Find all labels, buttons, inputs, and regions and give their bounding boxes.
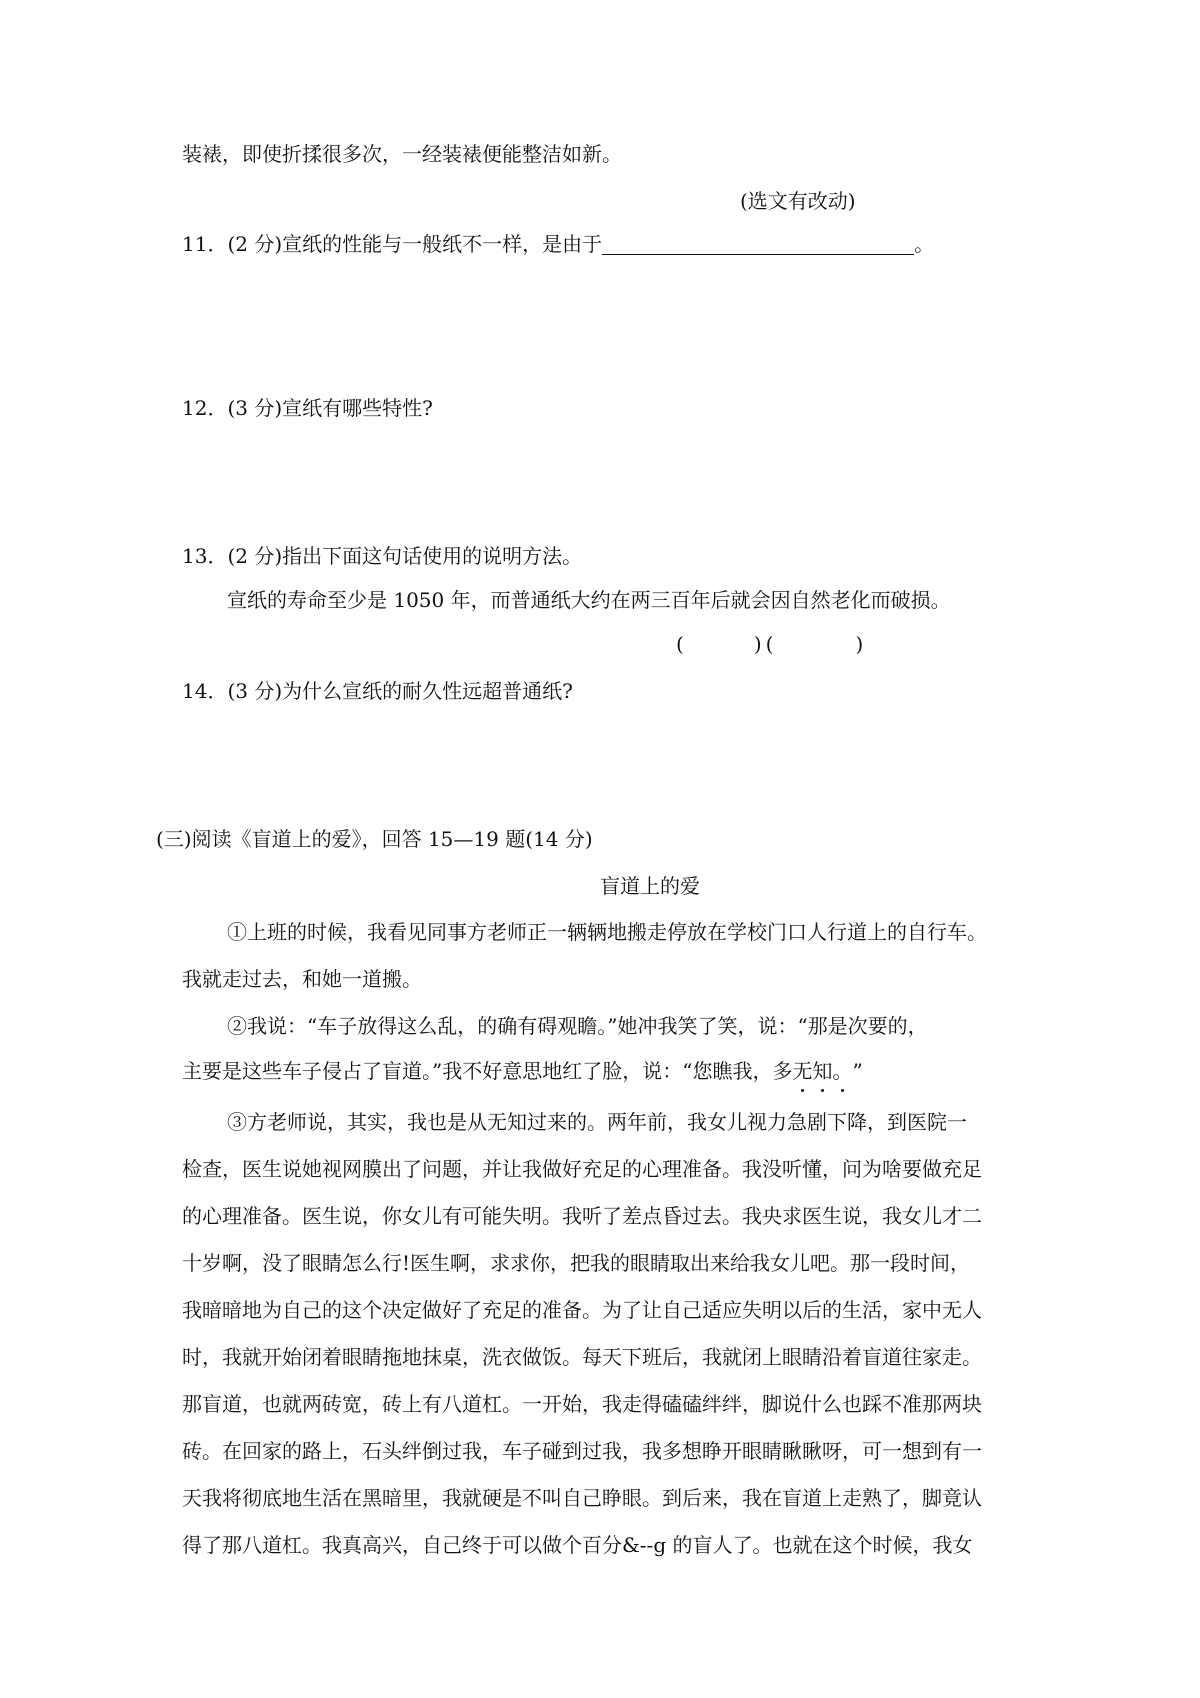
question-13: 13．(2 分)指出下面这句话使用的说明方法。 bbox=[182, 544, 583, 568]
paragraph-line: 的心理准备。医生说，你女儿有可能失明。我听了差点昏过去。我央求医生说，我女儿才二 bbox=[182, 1204, 982, 1228]
paragraph-line: 我就走过去，和她一道搬。 bbox=[182, 967, 422, 991]
previous-passage-line: 装裱，即使折揉很多次，一经装裱便能整洁如新。 bbox=[182, 142, 622, 166]
emphasis-char: 。 bbox=[832, 1059, 853, 1083]
question-11-text: 11．(2 分)宣纸的性能与一般纸不一样，是由于 bbox=[182, 232, 603, 256]
answer-parentheses[interactable] bbox=[676, 630, 863, 658]
question-14: 14．(3 分)为什么宣纸的耐久性远超普通纸? bbox=[182, 679, 573, 703]
paragraph-line: 那盲道，也就两砖宽，砖上有八道杠。一开始，我走得磕磕绊绊，脚说什么也踩不准那两块 bbox=[182, 1392, 982, 1416]
source-note: (选文有改动) bbox=[740, 189, 856, 213]
paragraph-line: 时，我就开始闭着眼睛拖地抹桌，洗衣做饭。每天下班后，我就闭上眼睛沿着盲道往家走。 bbox=[182, 1345, 982, 1369]
paren-close: ) bbox=[753, 632, 762, 656]
paragraph-line: ①上班的时候，我看见同事方老师正一辆辆地搬走停放在学校门口人行道上的自行车。 bbox=[227, 920, 987, 944]
paragraph-text: 主要是这些车子侵占了盲道。”我不好意思地红了脸，说：“您瞧我，多 bbox=[182, 1059, 793, 1083]
paragraph-line: 得了那八道杠。我真高兴，自己终于可以做个百分&--g 的盲人了。也就在这个时候，我女 bbox=[182, 1533, 973, 1557]
paragraph-line: ②我说：“车子放得这么乱，的确有碍观瞻。”她冲我笑了笑，说：“那是次要的， bbox=[227, 1014, 928, 1038]
paragraph-line: ③方老师说，其实，我也是从无知过来的。两年前，我女儿视力急剧下降，到医院一 bbox=[227, 1110, 967, 1134]
paragraph-line: 砖。在回家的路上，石头绊倒过我，车子碰到过我，我多想睁开眼睛瞅瞅呀，可一想到有一 bbox=[182, 1439, 982, 1463]
paragraph-line: 检查，医生说她视网膜出了问题，并让我做好充足的心理准备。我没听懂，问为啥要做充足 bbox=[182, 1157, 982, 1181]
question-11 bbox=[182, 230, 934, 258]
paragraph-line: 十岁啊，没了眼睛怎么行!医生啊，求求你，把我的眼睛取出来给我女儿吧。那一段时间， bbox=[182, 1251, 971, 1275]
section-header: (三)阅读《盲道上的爱》，回答 15—19 题(14 分) bbox=[156, 827, 593, 851]
question-13-sentence: 宣纸的寿命至少是 1050 年，而普通纸大约在两三百年后就会因自然老化而破损。 bbox=[227, 588, 951, 612]
paragraph-line: 天我将彻底地生活在黑暗里，我就硬是不叫自己睁眼。到后来，我在盲道上走熟了，脚竟认 bbox=[182, 1486, 982, 1510]
paren-open: ( bbox=[676, 632, 684, 656]
paragraph-line: 我暗暗地为自己的这个决定做好了充足的准备。为了让自己适应失明以后的生活，家中无人 bbox=[182, 1298, 982, 1322]
paragraph-line bbox=[182, 1057, 863, 1085]
question-11-end: 。 bbox=[914, 232, 935, 256]
paren-open: ( bbox=[765, 632, 774, 656]
emphasis-char: 无 bbox=[792, 1059, 813, 1083]
question-12: 12．(3 分)宣纸有哪些特性? bbox=[182, 396, 433, 420]
paren-close: ) bbox=[855, 632, 864, 656]
answer-blank[interactable] bbox=[602, 234, 914, 255]
paragraph-text: ” bbox=[852, 1059, 863, 1083]
emphasis-char: 知 bbox=[812, 1059, 833, 1083]
passage-title: 盲道上的爱 bbox=[600, 874, 700, 898]
